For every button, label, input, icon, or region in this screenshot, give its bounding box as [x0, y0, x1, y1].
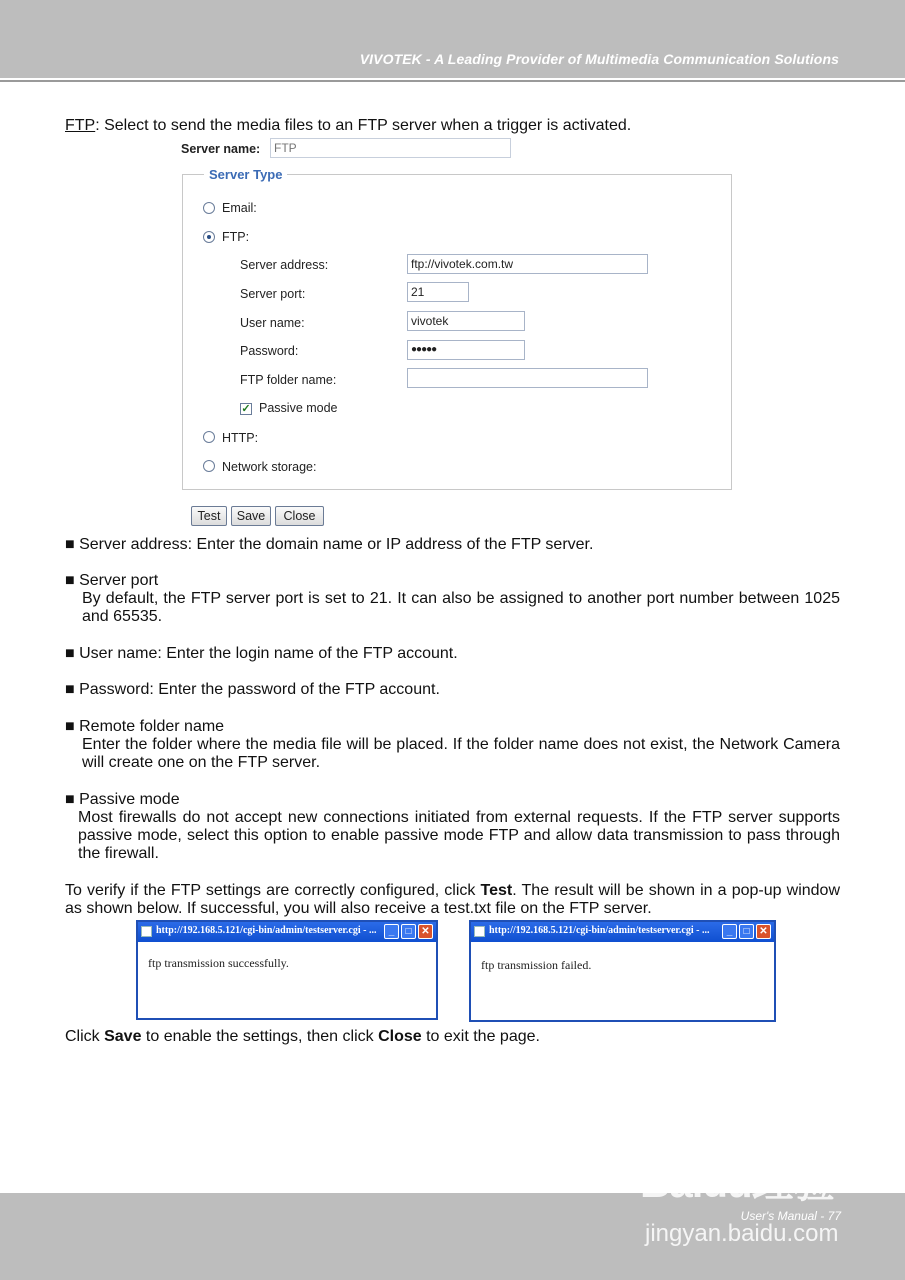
- close-button[interactable]: Close: [275, 506, 324, 526]
- server-type-legend: Server Type: [204, 167, 287, 182]
- passive-mode-label: Passive mode: [259, 401, 338, 415]
- page-icon: [474, 926, 485, 937]
- ftp-option-label: FTP:: [222, 230, 250, 244]
- close-icon[interactable]: ✕: [418, 924, 433, 939]
- popup-title: http://192.168.5.121/cgi-bin/admin/testserver.cgi - ...: [156, 925, 377, 936]
- minimize-icon[interactable]: _: [384, 924, 399, 939]
- bullet-server-port-title: ■ Server port: [65, 572, 159, 589]
- server-name-input[interactable]: [270, 138, 511, 158]
- bullet-server-port-body: By default, the FTP server port is set to 21. It can also be assigned to another port number between 1025 and 65535.: [82, 590, 840, 625]
- user-name-label: User name:: [240, 316, 305, 330]
- test-button[interactable]: Test: [191, 506, 227, 526]
- close-icon[interactable]: ✕: [756, 924, 771, 939]
- maximize-icon[interactable]: □: [401, 924, 416, 939]
- verify-bold: Test: [480, 882, 513, 899]
- popup-titlebar: [138, 922, 436, 942]
- bullet-passive-body: Most firewalls do not accept new connections initiated from external requests. If the FTP server supports passive mode, select this option to enable passive mode FTP and allow data transmission to pass through the firewall.: [78, 809, 840, 862]
- popup-message: ftp transmission failed.: [481, 958, 592, 972]
- header-rule: [0, 80, 905, 82]
- closing-line: [65, 1028, 540, 1046]
- server-address-input[interactable]: ftp://vivotek.com.tw: [407, 254, 648, 274]
- bullet-user-name: ■ User name: Enter the login name of the FTP account.: [65, 645, 458, 662]
- page-number: User's Manual - 77: [740, 1209, 841, 1223]
- closing-b2: Close: [378, 1028, 422, 1045]
- header-tagline: VIVOTEK - A Leading Provider of Multimedia Communication Solutions: [359, 51, 839, 67]
- server-address-label: Server address:: [240, 258, 329, 272]
- watermark-brand: Baidu经验: [640, 1159, 834, 1206]
- bullet-server-address: ■ Server address: Enter the domain name or IP address of the FTP server.: [65, 536, 594, 553]
- server-port-label: Server port:: [240, 287, 306, 301]
- closing-p2: to enable the settings, then click: [141, 1028, 379, 1045]
- watermark-url: jingyan.baidu.com: [645, 1220, 839, 1247]
- popup-titlebar: [471, 922, 774, 942]
- password-label: Password:: [240, 344, 299, 358]
- intro-term: FTP: [65, 117, 96, 134]
- server-type-fieldset: [182, 174, 732, 490]
- page-icon: [141, 926, 152, 937]
- maximize-icon[interactable]: □: [739, 924, 754, 939]
- server-name-label: Server name:: [181, 142, 261, 156]
- closing-b1: Save: [104, 1028, 142, 1045]
- ftp-folder-input[interactable]: [407, 368, 648, 388]
- http-option-label: HTTP:: [222, 431, 259, 445]
- email-radio[interactable]: [203, 202, 215, 214]
- bullet-remote-folder-body: Enter the folder where the media file will be placed. If the folder name does not exist, the Network Camera will create one on the FTP server.: [82, 736, 840, 771]
- network-storage-option-label: Network storage:: [222, 460, 317, 474]
- email-option-label: Email:: [222, 201, 257, 215]
- minimize-icon[interactable]: _: [722, 924, 737, 939]
- intro-line: [65, 117, 631, 135]
- intro-text: : Select to send the media files to an FTP server when a trigger is activated.: [95, 117, 632, 134]
- save-button[interactable]: Save: [231, 506, 271, 526]
- server-port-input[interactable]: 21: [407, 282, 469, 302]
- closing-p1: Click: [65, 1028, 105, 1045]
- passive-mode-checkbox[interactable]: ✓: [241, 403, 251, 415]
- bullet-passive-title: ■ Passive mode: [65, 791, 180, 808]
- http-radio[interactable]: [203, 431, 215, 443]
- bullet-remote-folder-title: ■ Remote folder name: [65, 718, 225, 735]
- verify-paragraph: [65, 882, 840, 918]
- user-name-input[interactable]: vivotek: [407, 311, 525, 331]
- password-input[interactable]: ●●●●●: [407, 340, 525, 360]
- popup-title: http://192.168.5.121/cgi-bin/admin/testserver.cgi - ...: [489, 925, 710, 936]
- verify-pre: To verify if the FTP settings are correctly configured, click: [65, 882, 481, 899]
- popup-failed: [469, 920, 776, 1022]
- closing-p3: to exit the page.: [421, 1028, 540, 1045]
- verify-post: . The result will be shown in a pop-up window as shown below. If successful, you will also receive a test.txt file on the FTP server.: [65, 882, 841, 917]
- popup-message: ftp transmission successfully.: [148, 956, 289, 970]
- ftp-folder-label: FTP folder name:: [240, 373, 337, 387]
- bullet-password: ■ Password: Enter the password of the FTP account.: [65, 681, 440, 698]
- ftp-radio[interactable]: [203, 231, 215, 243]
- network-storage-radio[interactable]: [203, 460, 215, 472]
- popup-success: [136, 920, 438, 1020]
